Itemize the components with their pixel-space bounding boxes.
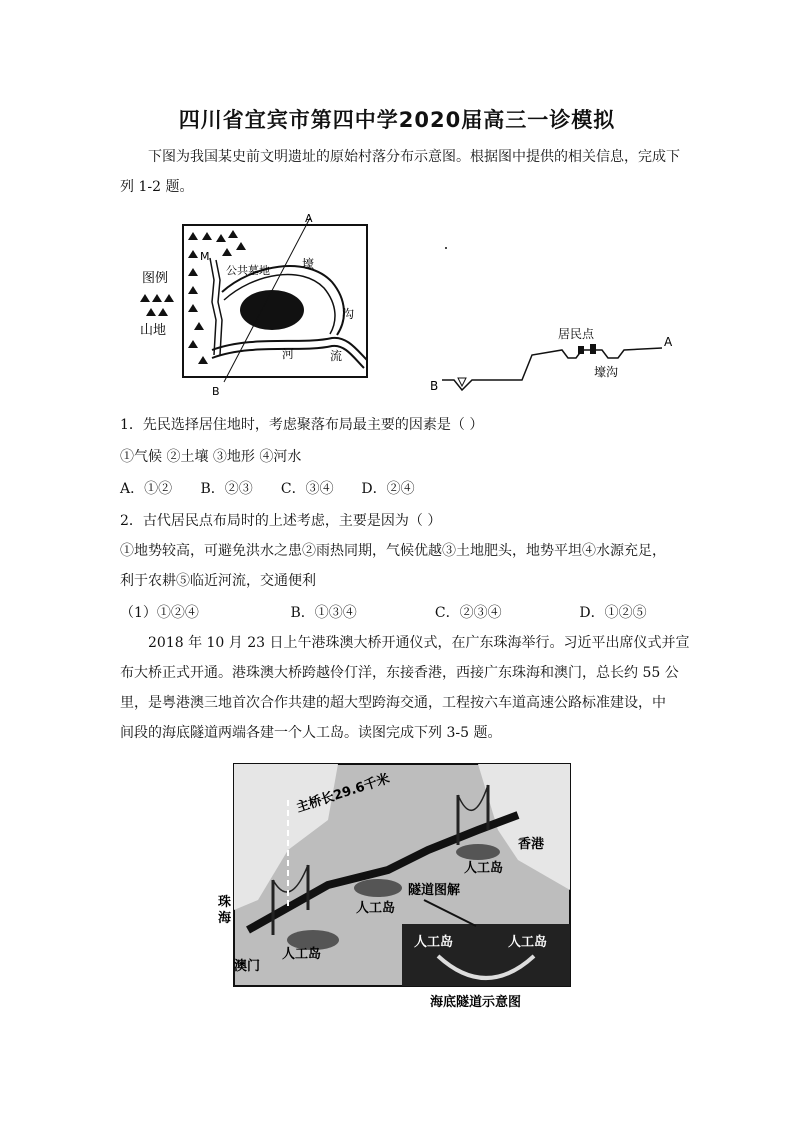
village-settlement-shape — [240, 290, 304, 330]
intro-paragraph-1: 下图为我国某史前文明遗址的原始村落分布示意图。根据图中提供的相关信息，完成下列 1-2 题。 — [120, 149, 680, 195]
q2-option-b[interactable]: B．①③④ — [290, 605, 357, 621]
intro-paragraph-2-line-1: 2018 年 10 月 23 日上午港珠澳大桥开通仪式，在广东珠海举行。习近平出席仪式并宣 — [148, 635, 690, 651]
bridge-length-label: 主桥长29.6千米 — [294, 771, 392, 816]
hongkong-label: 香港 — [518, 837, 545, 852]
legend-label: 山地 — [140, 323, 167, 338]
cemetery-label: 公共墓地 — [226, 264, 270, 277]
trench-label-2: 沟 — [342, 307, 355, 321]
inset-island-right: 人工岛 — [508, 935, 548, 950]
q2-option-c[interactable]: C．②③④ — [434, 605, 502, 621]
map-label-b: B — [212, 385, 220, 398]
intro-paragraph-2-line-2: 布大桥正式开通。港珠澳大桥跨越伶仃洋，东接香港，西接广东珠海和澳门，总长约 55 公 — [120, 665, 679, 681]
question-1-factors: ①气候 ②土壤 ③地形 ④河水 — [120, 449, 302, 465]
map-label-m: M — [200, 250, 210, 263]
inset-island-left: 人工岛 — [414, 935, 454, 950]
question-1-options — [120, 478, 437, 498]
settlement-house-icons — [578, 344, 596, 354]
tunnel-label: 隧道图解 — [408, 883, 461, 898]
q1-option-b[interactable]: B．②③ — [200, 481, 253, 497]
q2-option-a[interactable]: （1）①②④ — [120, 605, 199, 621]
island-label-2: 人工岛 — [356, 901, 396, 916]
zhuhai-label-2: 海 — [218, 911, 232, 926]
macau-label: 澳门 — [234, 959, 261, 974]
q2-option-d[interactable]: D．①②⑤ — [579, 605, 647, 621]
zhuhai-label-1: 珠 — [218, 895, 232, 910]
island-label-3: 人工岛 — [282, 947, 322, 962]
profile-trench-label: 壕沟 — [594, 365, 619, 379]
question-2-reasons-2: 利于农耕⑤临近河流，交通便利 — [120, 573, 316, 589]
profile-label-a: A — [664, 335, 673, 349]
intro-paragraph-2-line-4: 间段的海底隧道两端各建一个人工岛。读图完成下列 3-5 题。 — [120, 725, 502, 741]
river-label-1: 河 — [282, 347, 295, 361]
trench-label-1: 壕 — [302, 257, 315, 271]
q1-option-d[interactable]: D．②④ — [361, 481, 415, 497]
map-label-a: A — [305, 212, 313, 225]
q1-option-a[interactable]: A．①② — [120, 481, 173, 497]
question-2-stem: 2．古代居民点布局时的上述考虑，主要是因为（ ） — [120, 513, 442, 529]
bridge-figure — [218, 760, 578, 1020]
profile-label-b: B — [430, 379, 439, 393]
profile-line — [442, 348, 662, 390]
legend-title: 图例 — [142, 271, 169, 286]
page-title: 四川省宜宾市第四中学2020届高三一诊模拟 — [178, 108, 616, 132]
profile-settlement-label: 居民点 — [558, 327, 595, 341]
mountain-legend-icon — [140, 294, 174, 316]
tunnel-caption: 海底隧道示意图 — [430, 995, 522, 1010]
question-2-reasons-1: ①地势较高，可避免洪水之患②雨热同期，气候优越③土地肥头，地势平坦④水源充足， — [120, 543, 666, 559]
question-2-options — [120, 602, 679, 622]
river-label-2: 流 — [330, 349, 343, 363]
island-label-1: 人工岛 — [464, 861, 504, 876]
q1-option-c[interactable]: C．③④ — [280, 481, 334, 497]
village-map-figure — [132, 210, 692, 410]
intro-paragraph-2-line-3: 里，是粤港澳三地首次合作共建的超大型跨海交通，工程按六车道高速公路标准建设，中 — [120, 695, 666, 711]
question-1-stem: 1．先民选择居住地时，考虑聚落布局最主要的因素是（ ） — [120, 417, 484, 433]
